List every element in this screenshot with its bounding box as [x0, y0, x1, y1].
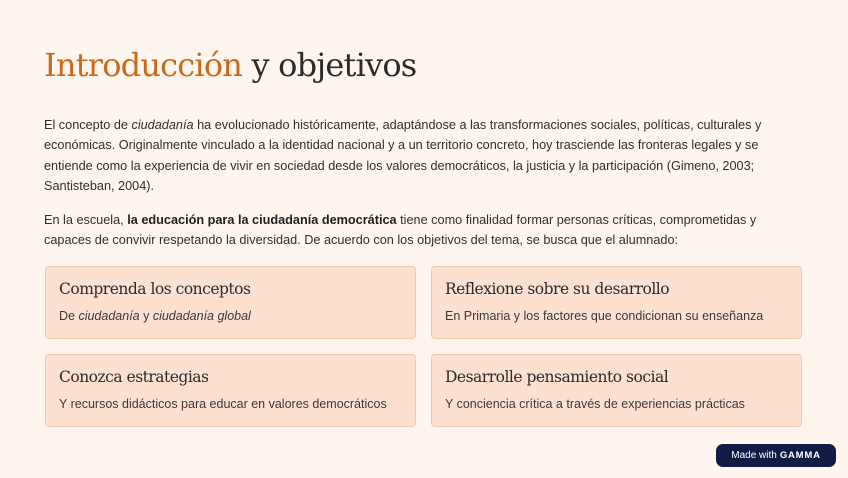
objective-card-strategies [45, 354, 416, 427]
card-title: Conozca estrategias [59, 368, 209, 386]
p1-text-end: ha evolucionado históricamente, adaptándose a las transformaciones sociales, políticas, culturales y económicas. Originalmente vinculado a la identidad nacional y a un territorio concreto, hoy trasciende las fronteras legales y se entiende como la experiencia de vivir en sociedad desde los valores democráticos, la justicia y la participación (Gimeno, 2003; Santisteban, 2004). [44, 118, 762, 193]
gamma-logo-text: GAMMA [779, 450, 821, 461]
card-description: Y conciencia crítica a través de experiencias prácticas [445, 397, 745, 411]
p2-text-start: En la escuela, [44, 213, 128, 227]
title-rest: y objetivos [251, 46, 417, 84]
card-title: Reflexione sobre su desarrollo [445, 280, 670, 298]
card-description: En Primaria y los factores que condicionan su enseñanza [445, 309, 764, 323]
badge-prefix: Made with [731, 450, 777, 461]
title-accent: Introducción [44, 46, 243, 84]
p2-text-end: tiene como finalidad formar personas críticas, comprometidas y capaces de convivir respetando la diversidad. De acuerdo con los objetivos del tema, se busca que el alumnado: [44, 213, 757, 248]
card-description [59, 309, 251, 323]
intro-paragraph-2 [44, 210, 784, 251]
p1-text-start: El concepto de [44, 118, 132, 132]
card-desc-connector: y [139, 309, 153, 323]
objective-card-reflection [431, 266, 802, 339]
card-title: Comprenda los conceptos [59, 280, 251, 298]
page-title [44, 46, 416, 84]
card-description: Y recursos didácticos para educar en valores democráticos [59, 397, 387, 411]
intro-paragraph-1 [44, 115, 784, 196]
card-desc-emphasis-2: ciudadanía global [152, 309, 251, 323]
p2-bold: la educación para la ciudadanía democrática [127, 213, 397, 227]
p1-emphasis: ciudadanía [131, 118, 194, 132]
card-desc-emphasis-1: ciudadanía [78, 309, 140, 323]
objective-card-social-thinking [431, 354, 802, 427]
card-title: Desarrolle pensamiento social [445, 368, 669, 386]
card-desc-prefix: De [59, 309, 79, 323]
objective-card-concepts [45, 266, 416, 339]
made-with-gamma-badge[interactable] [716, 444, 836, 467]
